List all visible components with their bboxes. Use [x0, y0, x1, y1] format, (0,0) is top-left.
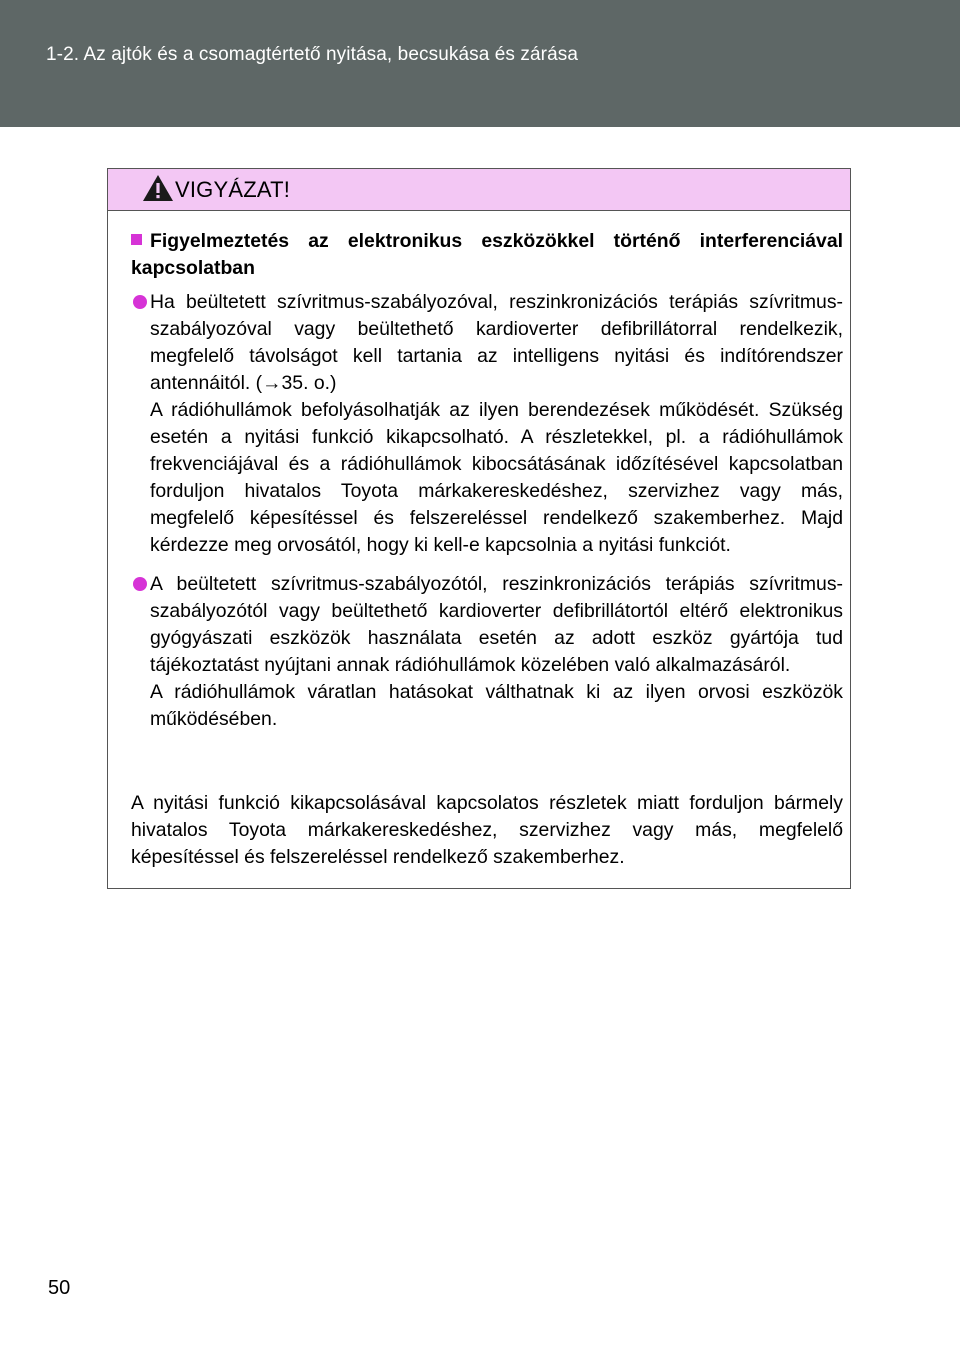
warning-title: VIGYÁZAT!	[175, 177, 291, 202]
item1-paragraph2: A rádióhullámok befolyásolhatják az ilyen berendezések működését. Szükség esetén a nyitási funkció kikapcsolható. A részletekkel, pl. a rádióhullámok frekvenciájával és a rádióhullámok kibocsátásának időzítésével kapcsolatban forduljon hivatalos Toyota márkakereskedéshez, szervizhez vagy más, megfelelő képesítéssel és felszereléssel rendelkező szakemberhez. Majd kérdezze meg orvosától, hogy ki kell-e kapcsolnia a nyitási funkciót.	[150, 399, 843, 556]
chapter-title: 1-2. Az ajtók és a csomagtértető nyitása, becsukása és zárása	[46, 44, 579, 65]
list-item	[131, 571, 843, 733]
warning-triangle-icon	[142, 173, 174, 203]
section-heading-line2: kapcsolatban	[131, 257, 255, 279]
item2-paragraph1: A beültetett szívritmus-szabályozótól, reszinkronizációs terápiás szívritmus-szabályozótól vagy beültethető kardioverter defibrillátortól eltérő elektronikus gyógyászati eszközök használata esetén az adott eszköz gyártója tud tájékoztatást nyújtani annak rádióhullámok közelében való alkalmazásáról.	[150, 573, 843, 676]
warning-header	[108, 169, 850, 211]
closing-paragraph: A nyitási funkció kikapcsolásával kapcsolatos részletek miatt forduljon bármely hivatalos Toyota márkakereskedéshez, szervizhez vagy más, megfelelő képesítéssel és felszereléssel rendelkező szakemberhez.	[131, 792, 843, 868]
square-bullet-icon	[131, 234, 142, 245]
item1-paragraph1: Ha beültetett szívritmus-szabályozóval, reszinkronizációs terápiás szívritmus-szabályozóval vagy beültethető kardioverter defibrillátorral rendelkezik, megfelelő távolságot kell tartania az intelligens nyitási és indítórendszer antennáitól. (→35. o.)	[150, 291, 843, 394]
round-bullet-icon	[133, 295, 147, 309]
item2-paragraph2: A rádióhullámok váratlan hatásokat válthatnak ki az ilyen orvosi eszközök működésében.	[150, 681, 843, 730]
page-number: 50	[48, 1277, 71, 1299]
section-heading-line1: Figyelmeztetés az elektronikus eszközökkel történő interferenciával	[150, 230, 843, 252]
warning-box	[107, 168, 851, 889]
round-bullet-icon	[133, 577, 147, 591]
page-header	[0, 0, 960, 127]
section-heading	[131, 228, 843, 282]
list-item	[131, 289, 843, 559]
